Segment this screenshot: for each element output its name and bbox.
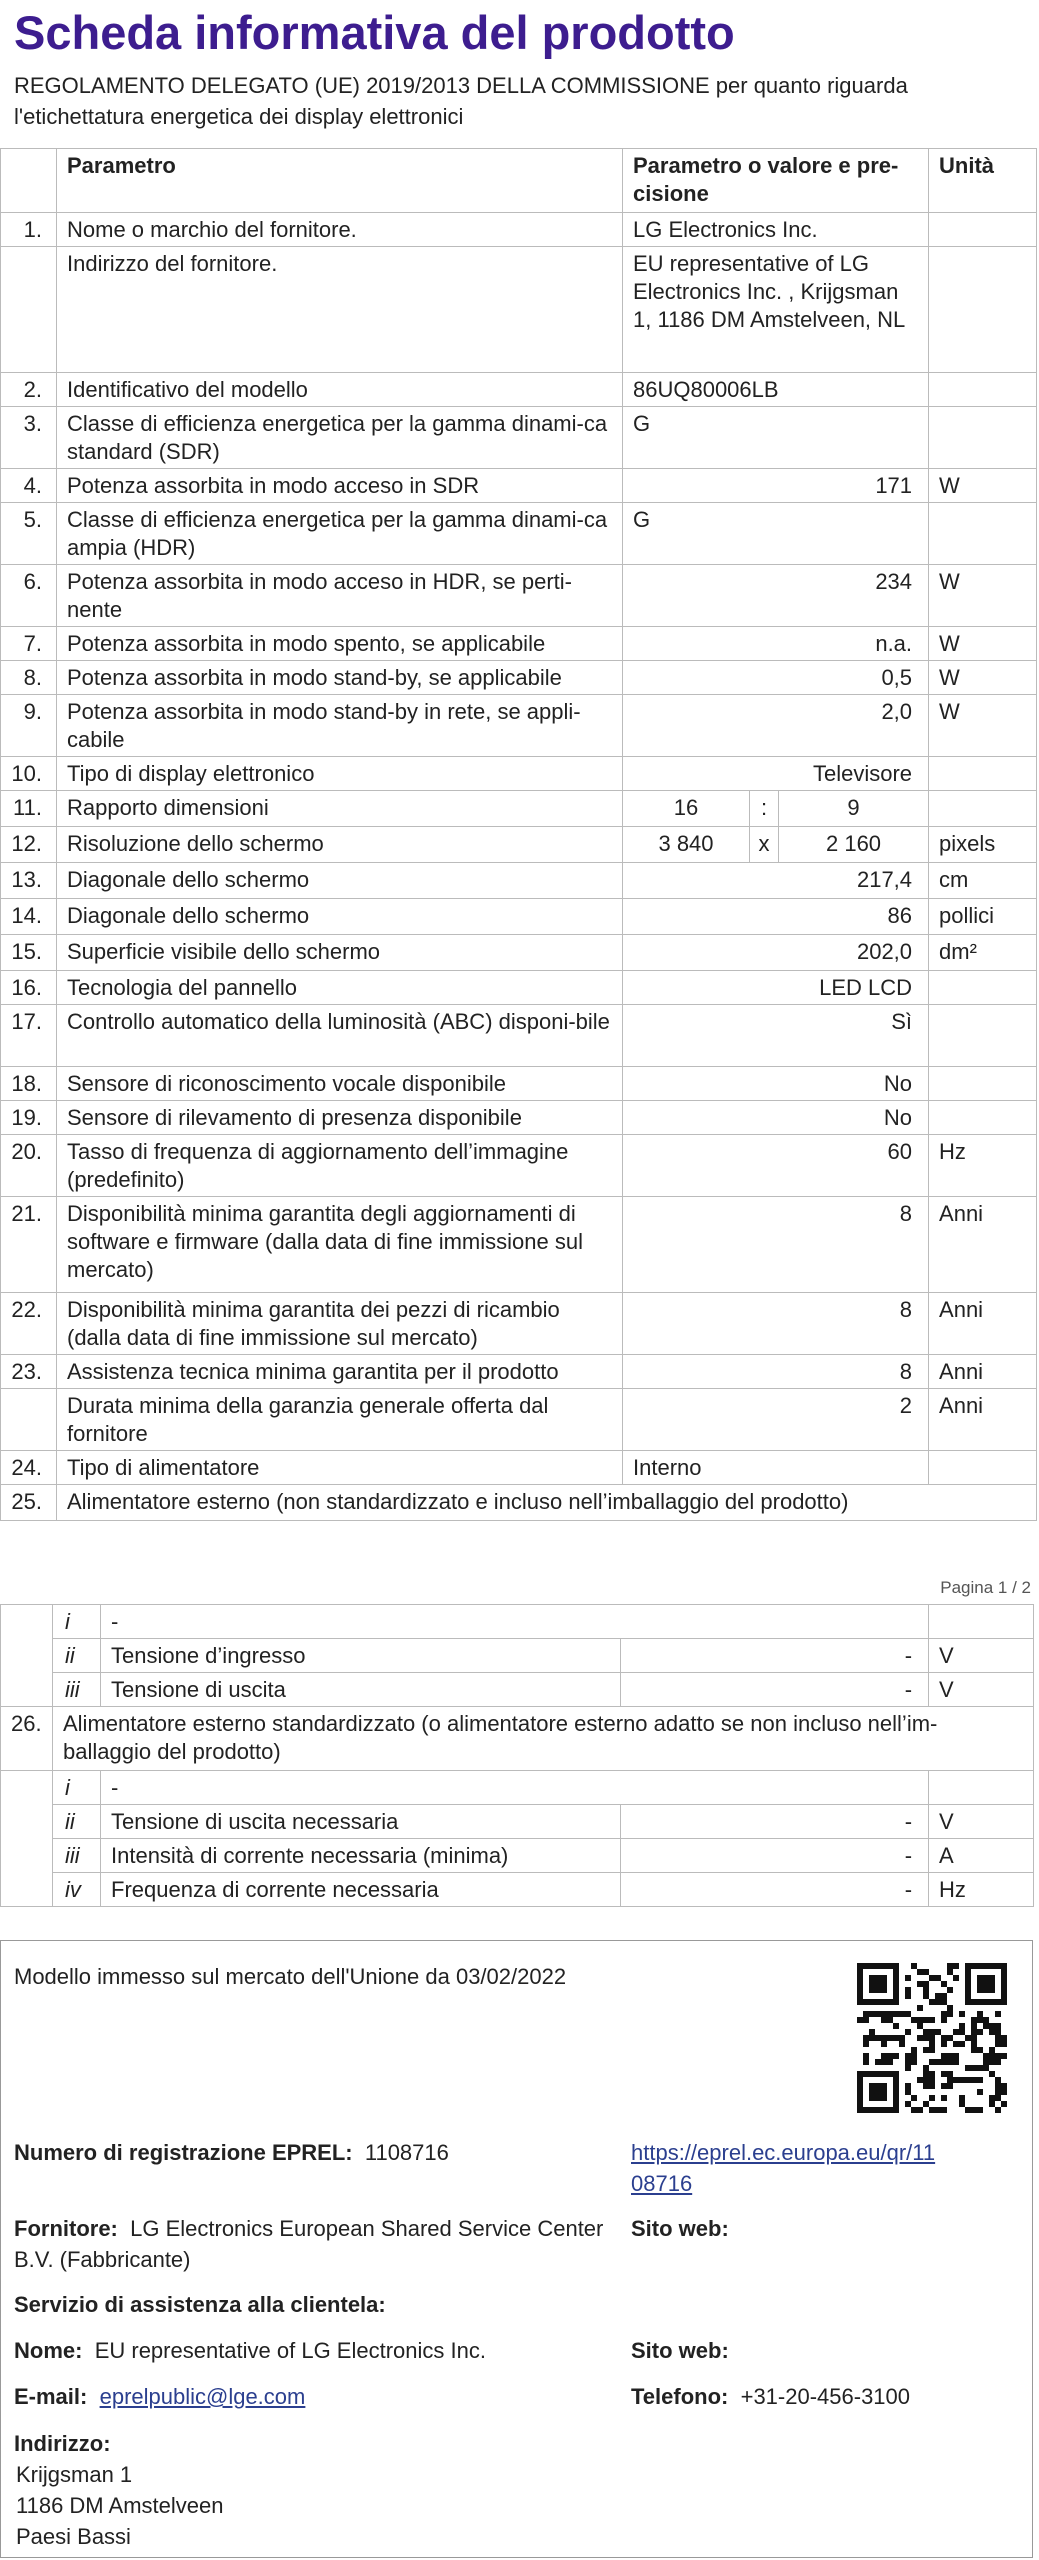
- row-unit: cm: [929, 863, 1037, 899]
- sub-index: ii: [53, 1639, 101, 1673]
- row-value-b: 9: [779, 791, 929, 827]
- row-number: 18.: [1, 1067, 57, 1101]
- row-parameter: Potenza assorbita in modo acceso in SDR: [57, 469, 623, 503]
- sub-row: [1, 1771, 1034, 1805]
- row-unit: W: [929, 661, 1037, 695]
- row-value: EU representative of LG Electronics Inc. , Krijgsman 1, 1186 DM Amstelveen, NL: [623, 247, 929, 373]
- supplier-website: [631, 2213, 729, 2244]
- row-number: 14.: [1, 899, 57, 935]
- row-unit: Anni: [929, 1389, 1037, 1451]
- table-row: [1, 935, 1037, 971]
- row-number: 15.: [1, 935, 57, 971]
- supplier-name-2: B.V. (Fabbricante): [14, 2247, 191, 2272]
- table-row: [1, 503, 1037, 565]
- row-value: 0,5: [623, 661, 929, 695]
- row-value: 86UQ80006LB: [623, 373, 929, 407]
- name-label: Nome:: [14, 2338, 83, 2363]
- service-address: [14, 2428, 223, 2552]
- row-number: 6.: [1, 565, 57, 627]
- row-parameter: Alimentatore esterno standardizzato (o alimentatore esterno adatto se non incluso nell’im-ballaggio del prodotto): [53, 1707, 1034, 1771]
- row-unit: Anni: [929, 1355, 1037, 1389]
- row-value: 86: [623, 899, 929, 935]
- service-name: [14, 2335, 486, 2366]
- row-unit: [929, 1067, 1037, 1101]
- row-value: Interno: [623, 1451, 929, 1485]
- table-row: [1, 1355, 1037, 1389]
- row-value: Sì: [623, 1005, 929, 1067]
- row-unit: [929, 971, 1037, 1005]
- row-number: 26.: [1, 1707, 53, 1771]
- service-phone: [631, 2381, 910, 2412]
- table-row: [1, 1451, 1037, 1485]
- row-value-a: 16: [623, 791, 750, 827]
- customer-service-heading: [14, 2289, 386, 2320]
- sub-index: iii: [53, 1839, 101, 1873]
- row-unit: [929, 247, 1037, 373]
- row-parameter: Sensore di rilevamento di presenza disponibile: [57, 1101, 623, 1135]
- row-value-b: 2 160: [779, 827, 929, 863]
- row-unit: [929, 407, 1037, 469]
- sub-row: [1, 1639, 1034, 1673]
- row-value: 2,0: [623, 695, 929, 757]
- parameters-table: [0, 148, 1037, 1521]
- sub-unit: [929, 1605, 1034, 1639]
- row-value: No: [623, 1101, 929, 1135]
- row-unit: [929, 503, 1037, 565]
- eprel-link-line2[interactable]: 08716: [631, 2171, 693, 2196]
- row-value: 8: [623, 1355, 929, 1389]
- row-unit: Hz: [929, 1135, 1037, 1197]
- address-line2: 1186 DM Amstelveen: [16, 2493, 224, 2518]
- row-unit: W: [929, 695, 1037, 757]
- row-value: 8: [623, 1197, 929, 1293]
- row-unit: W: [929, 627, 1037, 661]
- row-parameter: Nome o marchio del fornitore.: [57, 213, 623, 247]
- row-number: 10.: [1, 757, 57, 791]
- row-value: LG Electronics Inc.: [623, 213, 929, 247]
- sub-value: -: [621, 1639, 929, 1673]
- row-value: Televisore: [623, 757, 929, 791]
- table-row: [1, 1485, 1037, 1521]
- address-line1: Krijgsman 1: [16, 2462, 133, 2487]
- table-row: [1, 971, 1037, 1005]
- sub-unit: V: [929, 1639, 1034, 1673]
- table-row: [1, 757, 1037, 791]
- table-row: [1, 1005, 1037, 1067]
- row-value: 217,4: [623, 863, 929, 899]
- row-parameter: Sensore di riconoscimento vocale disponibile: [57, 1067, 623, 1101]
- row-value: 234: [623, 565, 929, 627]
- row-separator: :: [750, 791, 779, 827]
- row-number: 13.: [1, 863, 57, 899]
- row-parameter: Assistenza tecnica minima garantita per il prodotto: [57, 1355, 623, 1389]
- row-parameter: Risoluzione dello schermo: [57, 827, 623, 863]
- table-row: [1, 407, 1037, 469]
- table-row: [1, 899, 1037, 935]
- sub-row: [1, 1673, 1034, 1707]
- header-number: [1, 149, 57, 213]
- header-parameter: Parametro: [57, 149, 623, 213]
- row-unit: [929, 791, 1037, 827]
- row-parameter: Tipo di display elettronico: [57, 757, 623, 791]
- row-unit: [929, 213, 1037, 247]
- row-value: G: [623, 407, 929, 469]
- sub-parameter: -: [101, 1771, 929, 1805]
- table-row: [1, 1293, 1037, 1355]
- row-unit: pollici: [929, 899, 1037, 935]
- row-unit: Anni: [929, 1197, 1037, 1293]
- eprel-link[interactable]: [631, 2137, 935, 2199]
- supplier-info: [14, 2213, 614, 2275]
- table-row: [1, 791, 1037, 827]
- sub-row: [1, 1839, 1034, 1873]
- row-number: 5.: [1, 503, 57, 565]
- table-header: [1, 149, 1037, 213]
- sub-parameter: Tensione di uscita: [101, 1673, 621, 1707]
- sub-index: iv: [53, 1873, 101, 1907]
- row-value: 2: [623, 1389, 929, 1451]
- row-parameter: Disponibilità minima garantita dei pezzi di ricambio (dalla data di fine immissione sul mercato): [57, 1293, 623, 1355]
- eprel-number: 1108716: [364, 2140, 449, 2165]
- row-parameter: Superficie visibile dello schermo: [57, 935, 623, 971]
- header-value: Parametro o valore e pre-cisione: [623, 149, 929, 213]
- sub-unit: V: [929, 1673, 1034, 1707]
- sub-index: iii: [53, 1673, 101, 1707]
- sub-index: ii: [53, 1805, 101, 1839]
- phone-value: +31-20-456-3100: [740, 2384, 911, 2409]
- row-number: 11.: [1, 791, 57, 827]
- row-unit: [929, 757, 1037, 791]
- eprel-info-box: [0, 1940, 1033, 2558]
- row-parameter: Diagonale dello schermo: [57, 863, 623, 899]
- row-parameter: Controllo automatico della luminosità (ABC) disponi-bile: [57, 1005, 623, 1067]
- row-separator: x: [750, 827, 779, 863]
- row-value: G: [623, 503, 929, 565]
- table-row: [1, 695, 1037, 757]
- table-row: [1, 247, 1037, 373]
- table-row: [1, 1197, 1037, 1293]
- regulation-subtitle: REGOLAMENTO DELEGATO (UE) 2019/2013 DELLA COMMISSIONE per quanto riguarda l'etichettatura energetica dei display elettronici: [14, 73, 908, 129]
- email-label: E-mail:: [14, 2384, 88, 2409]
- eprel-registration: [14, 2137, 449, 2168]
- table-row: [1, 827, 1037, 863]
- table-row: [1, 627, 1037, 661]
- service-website: [631, 2335, 729, 2366]
- row-parameter: Rapporto dimensioni: [57, 791, 623, 827]
- row-number: 16.: [1, 971, 57, 1005]
- row-value: 60: [623, 1135, 929, 1197]
- row-parameter: Potenza assorbita in modo stand-by in rete, se appli-cabile: [57, 695, 623, 757]
- sub-value: -: [621, 1673, 929, 1707]
- row-unit: [929, 1101, 1037, 1135]
- service-email: [14, 2381, 305, 2412]
- row-parameter: Diagonale dello schermo: [57, 899, 623, 935]
- supplier-label: Fornitore:: [14, 2216, 118, 2241]
- row-parameter: Tecnologia del pannello: [57, 971, 623, 1005]
- table-row: [1, 1389, 1037, 1451]
- page-title: Scheda informativa del prodotto: [14, 6, 735, 59]
- sub-unit: [929, 1771, 1034, 1805]
- row-parameter: Alimentatore esterno (non standardizzato e incluso nell’imballaggio del prodotto): [57, 1485, 1037, 1521]
- supplier-name: LG Electronics European Shared Service Center: [130, 2216, 604, 2241]
- row-parameter: Potenza assorbita in modo stand-by, se applicabile: [57, 661, 623, 695]
- row-number: 17.: [1, 1005, 57, 1067]
- row-number: 3.: [1, 407, 57, 469]
- row-parameter: Disponibilità minima garantita degli aggiornamenti di software e firmware (dalla data di fine immissione sul mercato): [57, 1197, 623, 1293]
- table-row: [1, 565, 1037, 627]
- table-row: [1, 1707, 1034, 1771]
- row-number: 12.: [1, 827, 57, 863]
- row-number: 24.: [1, 1451, 57, 1485]
- row-number-blank: [1, 1605, 53, 1707]
- sub-row: [1, 1605, 1034, 1639]
- header-unit: Unità: [929, 149, 1037, 213]
- sub-unit: A: [929, 1839, 1034, 1873]
- row-parameter: Identificativo del modello: [57, 373, 623, 407]
- row-parameter: Tasso di frequenza di aggiornamento dell’immagine (predefinito): [57, 1135, 623, 1197]
- website2-label: Sito web:: [631, 2338, 729, 2363]
- row-unit: [929, 1451, 1037, 1485]
- row-parameter: Potenza assorbita in modo spento, se applicabile: [57, 627, 623, 661]
- row-parameter: Indirizzo del fornitore.: [57, 247, 623, 373]
- table-row: [1, 373, 1037, 407]
- website-label: Sito web:: [631, 2216, 729, 2241]
- row-number: 20.: [1, 1135, 57, 1197]
- phone-label: Telefono:: [631, 2384, 729, 2409]
- sub-index: i: [53, 1771, 101, 1805]
- row-unit: W: [929, 469, 1037, 503]
- sub-parameter: Intensità di corrente necessaria (minima): [101, 1839, 621, 1873]
- row-parameter: Tipo di alimentatore: [57, 1451, 623, 1485]
- sub-unit: V: [929, 1805, 1034, 1839]
- row-parameter: Classe di efficienza energetica per la gamma dinami-ca standard (SDR): [57, 407, 623, 469]
- email-link[interactable]: eprelpublic@lge.com: [99, 2384, 306, 2409]
- row-unit: pixels: [929, 827, 1037, 863]
- table-row: [1, 1135, 1037, 1197]
- sub-unit: Hz: [929, 1873, 1034, 1907]
- table-row: [1, 1101, 1037, 1135]
- row-number: 2.: [1, 373, 57, 407]
- row-value-a: 3 840: [623, 827, 750, 863]
- service-label: Servizio di assistenza alla clientela:: [14, 2292, 386, 2317]
- row-number: 25.: [1, 1485, 57, 1521]
- row-number: 22.: [1, 1293, 57, 1355]
- row-parameter: Durata minima della garanzia generale offerta dal fornitore: [57, 1389, 623, 1451]
- row-parameter: Potenza assorbita in modo acceso in HDR, se perti-nente: [57, 565, 623, 627]
- market-date: Modello immesso sul mercato dell'Unione da 03/02/2022: [14, 1964, 567, 1989]
- table-row: [1, 1067, 1037, 1101]
- row-value: 202,0: [623, 935, 929, 971]
- row-unit: Anni: [929, 1293, 1037, 1355]
- qr-code-icon[interactable]: [857, 1963, 1007, 2113]
- table-row: [1, 863, 1037, 899]
- row-unit: [929, 373, 1037, 407]
- row-number: 23.: [1, 1355, 57, 1389]
- sub-parameter: -: [101, 1605, 929, 1639]
- table-row: [1, 469, 1037, 503]
- row-number: 7.: [1, 627, 57, 661]
- row-parameter: Classe di efficienza energetica per la gamma dinami-ca ampia (HDR): [57, 503, 623, 565]
- table-row: [1, 213, 1037, 247]
- sub-value: -: [621, 1873, 929, 1907]
- sub-parameter: Tensione di uscita necessaria: [101, 1805, 621, 1839]
- row-number: 21.: [1, 1197, 57, 1293]
- sub-value: -: [621, 1839, 929, 1873]
- row-number: 1.: [1, 213, 57, 247]
- row-number: 9.: [1, 695, 57, 757]
- row-value: n.a.: [623, 627, 929, 661]
- sub-value: -: [621, 1805, 929, 1839]
- sub-index: i: [53, 1605, 101, 1639]
- row-number: 8.: [1, 661, 57, 695]
- sub-row: [1, 1805, 1034, 1839]
- sub-parameter: Tensione d’ingresso: [101, 1639, 621, 1673]
- row-value: 171: [623, 469, 929, 503]
- name-value: EU representative of LG Electronics Inc.: [94, 2338, 486, 2363]
- row-number-blank: [1, 1771, 53, 1907]
- page-indicator: Pagina 1 / 2: [940, 1578, 1031, 1597]
- power-supply-table: [0, 1604, 1034, 1907]
- row-number: [1, 1389, 57, 1451]
- row-number: 19.: [1, 1101, 57, 1135]
- row-value: 8: [623, 1293, 929, 1355]
- eprel-link-line1[interactable]: https://eprel.ec.europa.eu/qr/11: [631, 2140, 936, 2165]
- address-label: Indirizzo:: [14, 2431, 111, 2456]
- address-line3: Paesi Bassi: [16, 2524, 131, 2549]
- eprel-label: Numero di registrazione EPREL:: [14, 2140, 353, 2165]
- row-unit: dm²: [929, 935, 1037, 971]
- row-number: 4.: [1, 469, 57, 503]
- row-unit: W: [929, 565, 1037, 627]
- table-row: [1, 661, 1037, 695]
- row-number: [1, 247, 57, 373]
- sub-parameter: Frequenza di corrente necessaria: [101, 1873, 621, 1907]
- sub-row: [1, 1873, 1034, 1907]
- row-unit: [929, 1005, 1037, 1067]
- row-value: No: [623, 1067, 929, 1101]
- row-value: LED LCD: [623, 971, 929, 1005]
